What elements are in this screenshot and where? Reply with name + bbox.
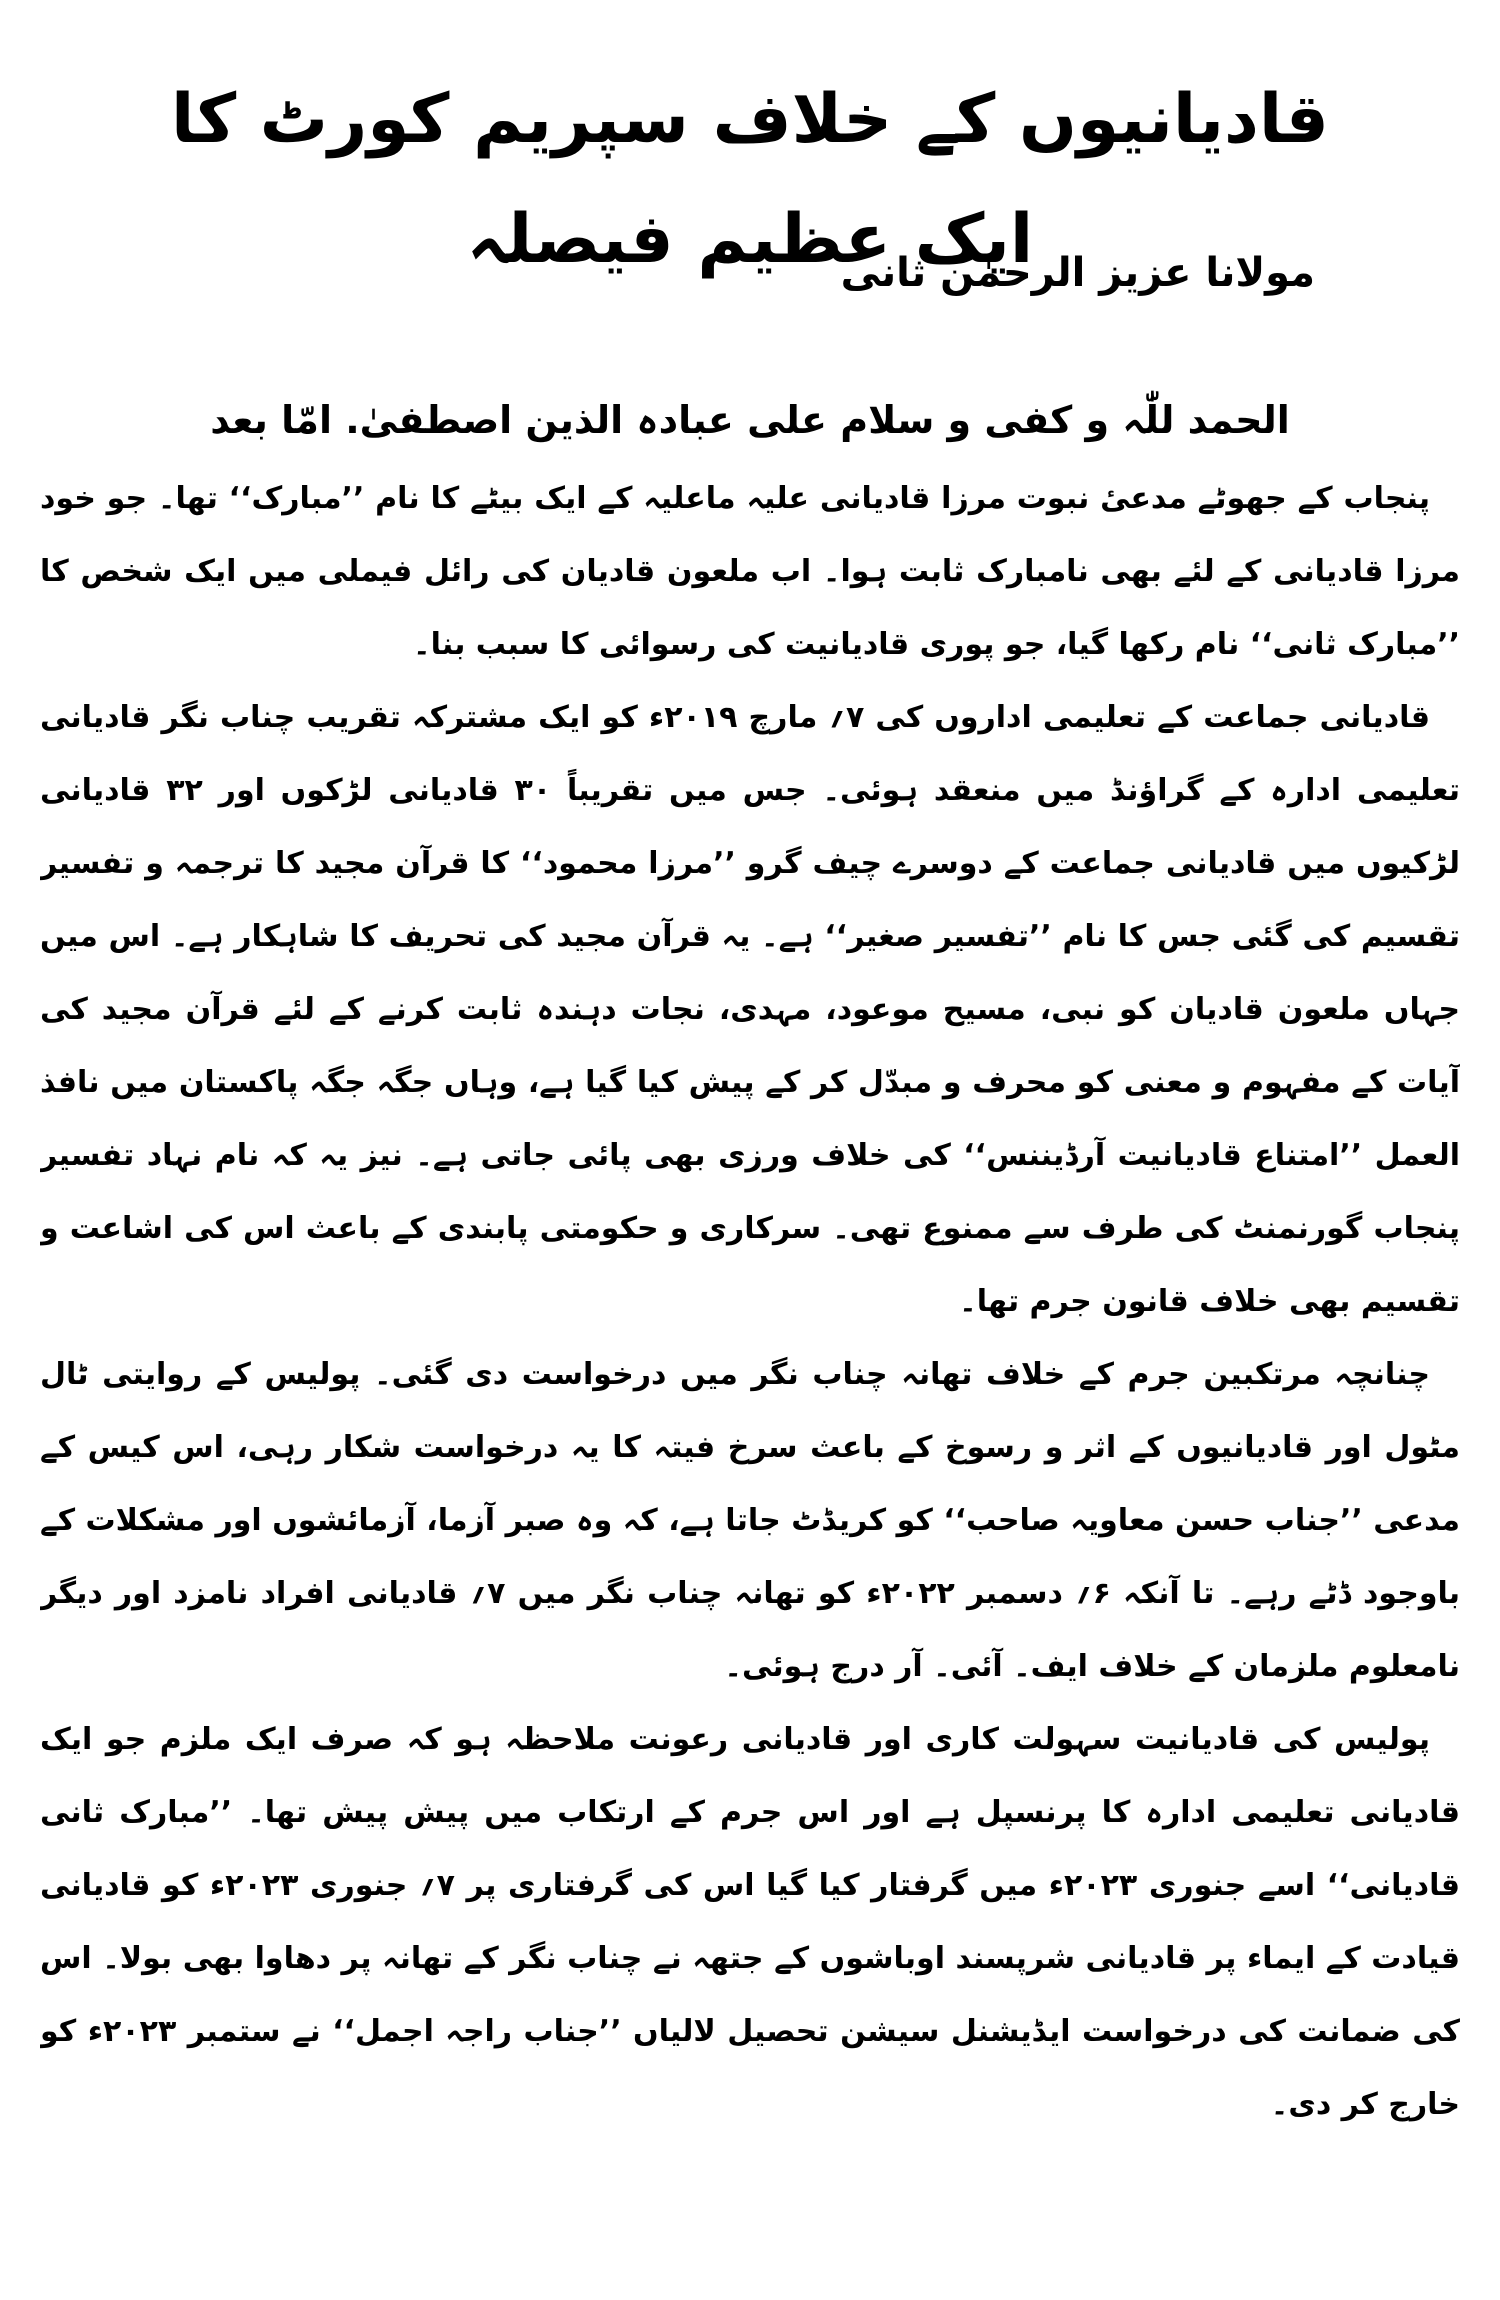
author-name: مولانا عزیز الرحمٰن ثانی xyxy=(840,250,1315,296)
paragraph: قادیانی جماعت کے تعلیمی اداروں کی ۷؍ مارچ ۲۰۱۹ء کو ایک مشترکہ تقریب چناب نگر قادیانی تعلیمی ادارہ کے گراؤنڈ میں منعقد ہوئی۔ جس میں تقریباً ۳۰ قادیانی لڑکوں اور ۳۲ قادیانی لڑکیوں میں قادیانی جماعت کے دوسرے چیف گرو ’’مرزا محمود‘‘ کا قرآن مجید کا ترجمہ و تفسیر تقسیم کی گئی جس کا نام ’’تفسیر صغیر‘‘ ہے۔ یہ قرآن مجید کی تحریف کا شاہکار ہے۔ اس میں جہاں ملعون قادیان کو نبی، مسیح موعود، مہدی، نجات دہندہ ثابت کرنے کے لئے قرآن مجید کی آیات کے مفہوم و معنی کو محرف و مبدّل کر کے پیش کیا گیا ہے، وہاں جگہ جگہ پاکستان میں نافذ العمل ’’امتناع قادیانیت آرڈیننس‘‘ کی خلاف ورزی بھی پائی جاتی ہے۔ نیز یہ کہ نام نہاد تفسیر پنجاب گورنمنٹ کی طرف سے ممنوع تھی۔ سرکاری و حکومتی پابندی کے باعث اس کی اشاعت و تقسیم بھی خلاف قانون جرم تھا۔ xyxy=(40,700,1460,1319)
paragraph: چنانچہ مرتکبین جرم کے خلاف تھانہ چناب نگر میں درخواست دی گئی۔ پولیس کے روایتی ٹال مٹول اور قادیانیوں کے اثر و رسوخ کے باعث سرخ فیتہ کا یہ درخواست شکار رہی، اس کیس کے مدعی ’’جناب حسن معاویہ صاحب‘‘ کو کریڈٹ جاتا ہے، کہ وہ صبر آزما، آزمائشوں اور مشکلات کے باوجود ڈٹے رہے۔ تا آنکہ ۶؍ دسمبر ۲۰۲۲ء کو تھانہ چناب نگر میں ۷؍ قادیانی افراد نامزد اور دیگر نامعلوم ملزمان کے خلاف ایف۔ آئی۔ آر درج ہوئی۔ xyxy=(40,1357,1460,1684)
article-title: قادیانیوں کے خلاف سپریم کورٹ کا ایک عظیم فیصلہ xyxy=(171,80,1329,279)
opening-invocation: الحمد للّٰہ و کفی و سلام علی عبادہ الذین اصطفیٰ. امّا بعد xyxy=(210,398,1290,442)
paragraph: پولیس کی قادیانیت سہولت کاری اور قادیانی رعونت ملاحظہ ہو کہ صرف ایک ملزم جو ایک قادیانی تعلیمی ادارہ کا پرنسپل ہے اور اس جرم کے ارتکاب میں پیش پیش تھا۔ ’’مبارک ثانی قادیانی‘‘ اسے جنوری ۲۰۲۳ء میں گرفتار کیا گیا اس کی گرفتاری پر ۷؍ جنوری ۲۰۲۳ء کو قادیانی قیادت کے ایماء پر قادیانی شرپسند اوباشوں کے جتھہ نے چناب نگر کے تھانہ پر دھاوا بھی بولا۔ اس کی ضمانت کی درخواست ایڈیشنل سیشن تحصیل لالیاں ’’جناب راجہ اجمل‘‘ نے ستمبر ۲۰۲۳ء کو خارج کر دی۔ xyxy=(40,1722,1460,2122)
paragraph: پنجاب کے جھوٹے مدعیٔ نبوت مرزا قادیانی علیہ ماعلیہ کے ایک بیٹے کا نام ’’مبارک‘‘ تھا۔ جو خود مرزا قادیانی کے لئے بھی نامبارک ثابت ہوا۔ اب ملعون قادیان کی رائل فیملی میں ایک شخص کا ’’مبارک ثانی‘‘ نام رکھا گیا، جو پوری قادیانیت کی رسوائی کا سبب بنا۔ xyxy=(40,481,1460,662)
article-body xyxy=(40,462,1460,2282)
